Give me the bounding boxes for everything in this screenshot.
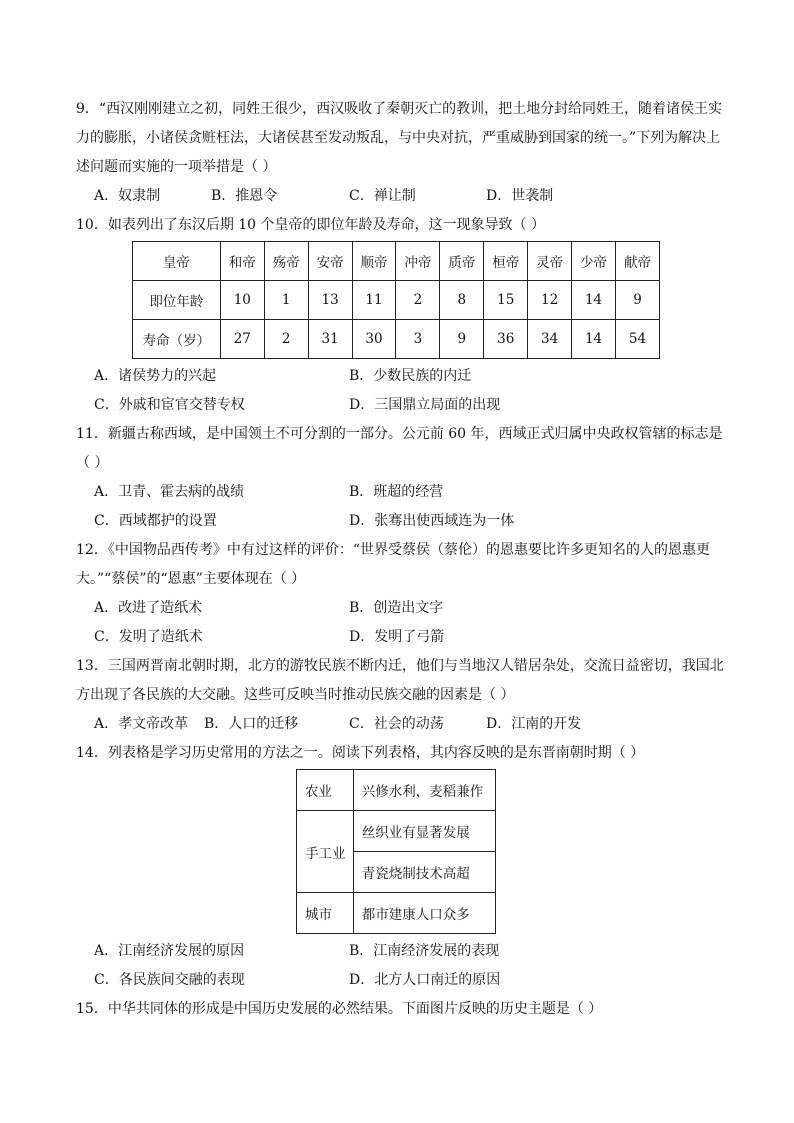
- q14-table: [296, 769, 496, 934]
- q10-emperor-table: [132, 241, 660, 359]
- table-cell: 献帝: [616, 242, 660, 281]
- row-header: 皇帝: [133, 242, 221, 281]
- q12-option-c[interactable]: C．发明了造纸术: [94, 629, 203, 645]
- table-row: [133, 281, 660, 320]
- q11-option-a[interactable]: A．卫青、霍去病的战绩: [94, 484, 245, 500]
- table-cell: 14: [572, 281, 616, 320]
- q14-stem: 14．列表格是学习历史常用的方法之一。阅读下列表格，其内容反映的是东晋南朝时期（ ）: [76, 745, 645, 761]
- table-cell: 灵帝: [528, 242, 572, 281]
- table-cell: 和帝: [220, 242, 264, 281]
- q10-option-d[interactable]: D．三国鼎立局面的出现: [349, 397, 501, 413]
- q11-option-c[interactable]: C．西域都护的设置: [94, 513, 217, 529]
- row-header: 农业: [297, 770, 354, 811]
- table-cell: 1: [264, 281, 308, 320]
- q9-option-b[interactable]: B．推恩令: [211, 188, 278, 204]
- table-cell: 12: [528, 281, 572, 320]
- table-cell: 30: [352, 320, 396, 359]
- q13-stem-line-2: 方出现了各民族的大交融。这些可反映当时推动民族交融的因素是（ ）: [76, 687, 515, 703]
- q10-option-b[interactable]: B．少数民族的内迁: [349, 368, 472, 384]
- table-cell: 14: [572, 320, 616, 359]
- q14-option-c[interactable]: C．各民族间交融的表现: [94, 972, 245, 988]
- q9-stem-line-2: 力的膨胀，小诸侯贪赃枉法，大诸侯甚至发动叛乱，与中央对抗，严重威胁到国家的统一。”下列为解决上: [76, 130, 721, 146]
- table-cell: 青瓷烧制技术高超: [353, 852, 495, 893]
- q12-stem-line-1: 12．《中国物品西传考》中有过这样的评价：“世界受蔡侯（蔡伦）的恩惠要比许多更知名的人的恩惠更: [76, 542, 710, 558]
- q9-stem-line-1: 9．“西汉刚刚建立之初，同姓王很少，西汉吸收了秦朝灭亡的教训，把土地分封给同姓王，随着诸侯王实: [76, 101, 723, 117]
- q13-option-b[interactable]: B．人口的迁移: [204, 716, 299, 732]
- q13-option-a[interactable]: A．孝文帝改革: [94, 716, 189, 732]
- table-cell: 丝织业有显著发展: [353, 811, 495, 852]
- table-cell: 冲帝: [396, 242, 440, 281]
- table-cell: 少帝: [572, 242, 616, 281]
- q13-stem-line-1: 13．三国两晋南北朝时期，北方的游牧民族不断内迁，他们与当地汉人错居杂处，交流日益密切，我国北: [76, 658, 724, 674]
- row-header: 寿命（岁）: [133, 320, 221, 359]
- table-cell: 桓帝: [484, 242, 528, 281]
- q9-option-d[interactable]: D．世袭制: [486, 188, 554, 204]
- q10-option-a[interactable]: A．诸侯势力的兴起: [94, 368, 217, 384]
- q11-option-d[interactable]: D．张骞出使西域连为一体: [349, 513, 515, 529]
- table-cell: 9: [440, 320, 484, 359]
- table-row: [133, 242, 660, 281]
- table-cell: 顺帝: [352, 242, 396, 281]
- q10-stem: 10．如表列出了东汉后期 10 个皇帝的即位年龄及寿命，这一现象导致（ ）: [76, 217, 545, 233]
- table-cell: 27: [220, 320, 264, 359]
- q11-stem-line-1: 11．新疆古称西域，是中国领土不可分割的一部分。公元前 60 年，西域正式归属中央政权管辖的标志是: [76, 426, 723, 442]
- table-cell: 31: [308, 320, 352, 359]
- table-cell: 质帝: [440, 242, 484, 281]
- table-cell: 都市建康人口众多: [353, 893, 495, 934]
- table-cell: 2: [264, 320, 308, 359]
- table-cell: 殇帝: [264, 242, 308, 281]
- table-row: [297, 811, 496, 852]
- table-cell: 15: [484, 281, 528, 320]
- q14-option-d[interactable]: D．北方人口南迁的原因: [349, 972, 501, 988]
- q12-option-a[interactable]: A．改进了造纸术: [94, 600, 203, 616]
- table-cell: 安帝: [308, 242, 352, 281]
- q13-option-d[interactable]: D．江南的开发: [486, 716, 582, 732]
- q9-stem-line-3: 述问题而实施的一项举措是（ ）: [76, 159, 277, 175]
- table-row: [297, 893, 496, 934]
- q9-option-c[interactable]: C．禅让制: [349, 188, 416, 204]
- q12-option-d[interactable]: D．发明了弓箭: [349, 629, 445, 645]
- table-cell: 8: [440, 281, 484, 320]
- q13-option-c[interactable]: C．社会的动荡: [349, 716, 444, 732]
- q11-option-b[interactable]: B．班超的经营: [349, 484, 444, 500]
- q11-stem-line-2: （ ）: [76, 455, 109, 471]
- q10-option-c[interactable]: C．外戚和宦官交替专权: [94, 397, 245, 413]
- table-cell: 2: [396, 281, 440, 320]
- row-header: 手工业: [297, 811, 354, 893]
- q12-stem-line-2: 大。”“蔡侯”的“恩惠”主要体现在（ ）: [76, 571, 306, 587]
- table-cell: 3: [396, 320, 440, 359]
- q15-stem: 15．中华共同体的形成是中国历史发展的必然结果。下面图片反映的历史主题是（ ）: [76, 1001, 603, 1017]
- table-cell: 10: [220, 281, 264, 320]
- table-cell: 11: [352, 281, 396, 320]
- row-header: 即位年龄: [133, 281, 221, 320]
- table-cell: 9: [616, 281, 660, 320]
- table-cell: 36: [484, 320, 528, 359]
- row-header: 城市: [297, 893, 354, 934]
- q14-option-b[interactable]: B．江南经济发展的表现: [349, 943, 500, 959]
- table-cell: 兴修水利，麦稻兼作: [353, 770, 495, 811]
- table-row: [297, 770, 496, 811]
- table-cell: 34: [528, 320, 572, 359]
- q12-option-b[interactable]: B．创造出文字: [349, 600, 444, 616]
- table-cell: 13: [308, 281, 352, 320]
- q9-option-a[interactable]: A．奴隶制: [94, 188, 161, 204]
- q14-option-a[interactable]: A．江南经济发展的原因: [94, 943, 245, 959]
- table-cell: 54: [616, 320, 660, 359]
- table-row: [133, 320, 660, 359]
